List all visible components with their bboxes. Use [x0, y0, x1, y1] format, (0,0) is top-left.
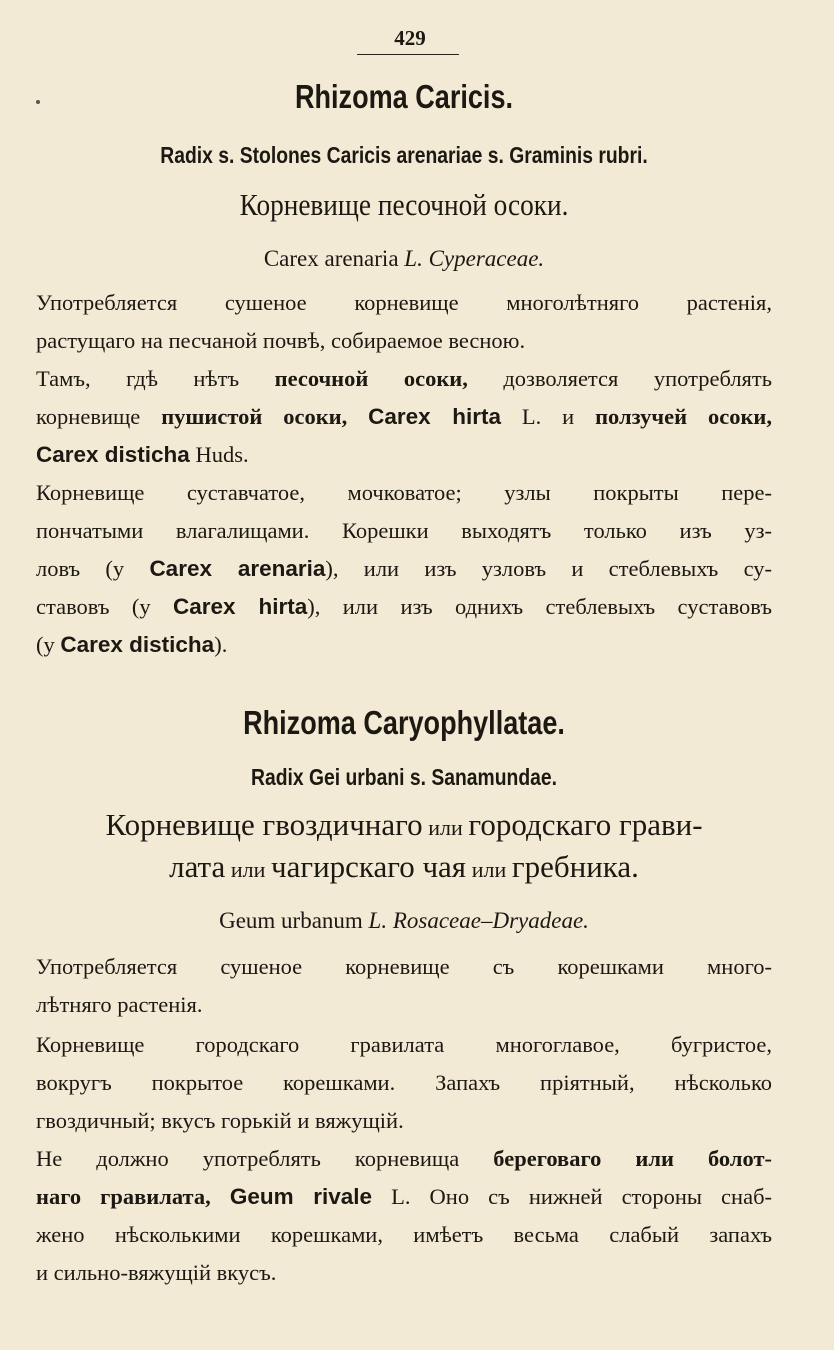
s1-p3-text: ), или изъ узловъ и стеблевыхъ су- — [325, 556, 773, 581]
section2-russian-name-part: городскаго грави- — [468, 807, 703, 842]
s1-p3-line4 — [36, 592, 772, 622]
section2-russian-name-or: или — [428, 815, 463, 840]
section2-russian-name-or: или — [230, 857, 266, 882]
s1-p2-term: ползучей осоки, — [595, 404, 772, 429]
s2-p2-line1: Корневище городскаго гравилата многоглавое, бугристое, — [36, 1032, 772, 1057]
s1-p2-text: L. и — [521, 404, 575, 429]
s1-p3-latin: Carex disticha — [60, 632, 215, 657]
section2-russian-name-part: лата — [169, 849, 226, 884]
s1-p3-text: (у — [36, 632, 55, 657]
s1-p3-line5 — [36, 630, 772, 660]
section1-species-line — [36, 244, 772, 274]
section2-russian-name-part: гребника. — [511, 849, 639, 884]
s1-p3-latin: Carex hirta — [172, 594, 308, 619]
page-number-rule — [357, 54, 459, 55]
section2-species-family: Rosaceae–Dryadeae. — [392, 908, 589, 933]
s2-p3-text: Не должно употреблять корневища — [36, 1146, 460, 1171]
section2-latin-synonyms-line — [36, 762, 772, 792]
section1-species-author: L. — [404, 246, 423, 271]
section1-russian-name: Корневище песочной осоки. — [239, 187, 569, 222]
section1-species-family: Cyperaceae. — [428, 246, 545, 271]
section2-species-author: L. — [368, 908, 388, 933]
s2-p3-term: береговаго или болот- — [493, 1146, 772, 1171]
s1-p3-text: ), или изъ однихъ стеблевыхъ суставовъ — [307, 594, 772, 619]
s1-p3-latin: Carex arenaria — [149, 556, 326, 581]
s1-p3-text: ставовъ (у — [36, 594, 151, 619]
section1-latin-synonyms: Radix s. Stolones Caricis arenariae s. Graminis rubri. — [160, 142, 648, 168]
s1-p2-line1 — [36, 364, 772, 394]
section1-latin-synonyms-line — [36, 140, 772, 170]
s2-p1-line2: лѣтняго растенія. — [36, 992, 203, 1017]
section1-russian-name-line — [36, 187, 772, 230]
s2-p1-line1: Употребляется сушеное корневище съ корешками много- — [36, 954, 772, 979]
s1-p2-line2 — [36, 402, 772, 432]
section2-russian-name-or: или — [471, 857, 507, 882]
s2-p2-line2: вокругъ покрытое корешками. Запахъ пріятный, нѣсколько — [36, 1070, 772, 1095]
section2-heading — [36, 704, 772, 752]
section1-heading — [36, 78, 772, 126]
s2-p3-text: L. Оно съ нижней стороны снаб- — [391, 1184, 773, 1209]
s2-p2-line3: гвоздичный; вкусъ горькій и вяжущій. — [36, 1108, 404, 1133]
s1-p3-line2: пончатыми влагалищами. Корешки выходятъ только изъ уз- — [36, 518, 772, 543]
section1-species-latin: Carex arenaria — [263, 246, 399, 271]
s1-p3-line1: Корневище суставчатое, мочковатое; узлы покрыты пере- — [36, 480, 772, 505]
s1-p2-line3 — [36, 440, 772, 470]
s1-p1-line2: растущаго на песчаной почвѣ, собираемое весною. — [36, 328, 526, 353]
section2-title: Rhizoma Caryophyllatae. — [243, 704, 565, 741]
s1-p2-latin: Carex hirta — [368, 404, 501, 429]
s1-p2-text: Тамъ, гдѣ нѣтъ — [36, 366, 240, 391]
page-number: 429 — [394, 26, 426, 50]
s2-p3-latin: Geum rivale — [229, 1184, 373, 1209]
s1-p2-term: пушистой осоки, — [161, 404, 348, 429]
s1-p3-text: ). — [214, 632, 228, 657]
section1-title: Rhizoma Caricis. — [294, 78, 514, 115]
s1-p2-text: Huds. — [195, 442, 249, 467]
section2-species-line — [36, 906, 772, 936]
section2-russian-name-part: Корневище гвоздичнаго — [105, 807, 423, 842]
s2-p3-line1 — [36, 1144, 772, 1174]
s2-p3-term: наго гравилата, — [36, 1184, 211, 1209]
s2-p3-line3: жено нѣсколькими корешками, имѣетъ весьма слабый запахъ — [36, 1222, 772, 1247]
s2-p3-line2 — [36, 1182, 772, 1212]
s1-p2-text: дозволяется употреблять — [503, 366, 772, 391]
section2-russian-name-line1 — [36, 807, 772, 850]
s1-p2-term: песочной осоки, — [274, 366, 468, 391]
s1-p1-line1: Употребляется сушеное корневище многолѣтняго растенія, — [36, 290, 772, 315]
s1-p2-text: корневище — [36, 404, 141, 429]
s1-p3-text: ловъ (у — [36, 556, 125, 581]
s2-p3-line4: и сильно-вяжущій вкусъ. — [36, 1260, 277, 1285]
s1-p3-line3 — [36, 554, 772, 584]
section2-latin-synonyms: Radix Gei urbani s. Sanamundae. — [251, 764, 557, 790]
section2-species-latin: Geum urbanum — [219, 908, 363, 933]
section2-russian-name-line2 — [36, 849, 772, 892]
section2-russian-name-part: чагирскаго чая — [271, 849, 467, 884]
s1-p2-latin: Carex disticha — [36, 442, 190, 467]
